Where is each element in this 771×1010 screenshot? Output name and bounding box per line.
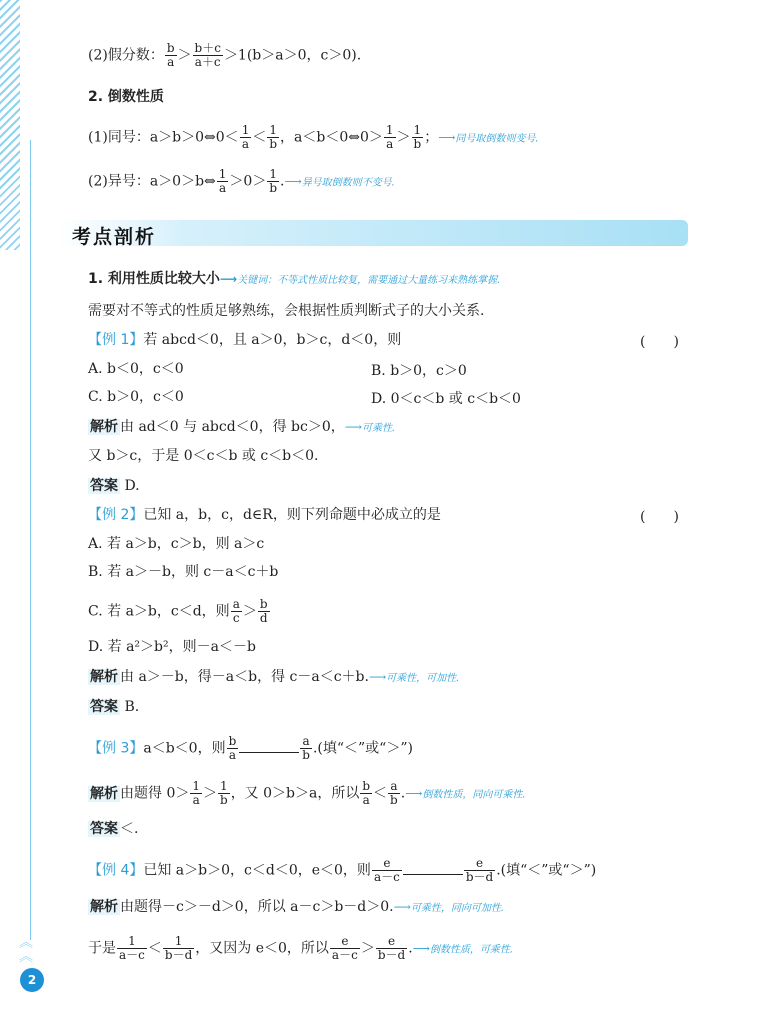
improper-fraction-line: (2)假分数： $\frac{b}{a}$ ＞ $\frac{b+c}{a+c}$ ＞1(b＞a＞0，c＞0). [88,41,362,69]
margin-line [30,140,31,940]
solution-1-cont: 又 b＞c，于是 0＜c＜b 或 c＜b＜0. [88,448,319,464]
example-2: 【例 2】已知 a，b，c，d∈R，则下列命题中必成立的是 [88,507,441,523]
choice-2a: A. 若 a＞b，c＞b，则 a＞c [88,536,265,552]
choice-2d: D. 若 a²＞b²，则－a＜－b [88,639,256,655]
answer-2: 答案 B. [90,699,140,715]
page-number: 2 [20,968,44,992]
choice-1a: A. b＜0，c＜0 [88,361,184,377]
answer-paren-1: ( ) [640,334,679,350]
answer-paren-2: ( ) [640,509,679,525]
section-title: 考点剖析 [72,226,157,248]
diff-sign-line: (2)异号：a＞0＞b⇔ $\frac{1}{a}$ ＞0＞ $\frac{1}{b}$ .⟶异号取倒数则不变号. [88,167,395,195]
decorative-stripes [0,0,20,250]
example-3: 【例 3】a＜b＜0，则 $\frac{b}{a}$ $\frac{a}{b}$ .(填“＜”或“＞”) [88,734,413,762]
chevron-up-icon-2: ︽ [19,949,33,965]
subheading-compare: 1. 利用性质比较大小⟶关键词：不等式性质比较复，需要通过大量练习来熟练掌握. [88,271,501,287]
choice-1c: C. b＞0，c＜0 [88,389,184,405]
fill-blank-4 [403,862,463,875]
choice-1b: B. b＞0，c＞0 [371,363,467,379]
example-4: 【例 4】已知 a＞b＞0，c＜d＜0，e＜0，则 $\frac{e}{a-c}$ $\frac{e}{b-d}$ .(填“＜”或“＞”) [88,856,597,884]
answer-1: 答案 D. [90,478,140,494]
answer-3: 答案 ＜. [90,821,139,837]
same-sign-line: (1)同号：a＞b＞0⇔0＜ $\frac{1}{a}$ ＜ $\frac{1}{b}$ ，a＜b＜0⇔0＞ $\frac{1}{a}$ ＞ $\frac{1}{b}$ ；⟶同号取倒数则变号. [88,123,539,151]
chevron-up-icon: ︽ [19,935,33,951]
solution-2: 解析 由 a＞－b，得－a＜b，得 c－a＜c＋b.⟶可乘性，可加性. [90,669,460,685]
solution-1: 解析 由 ad＜0 与 abcd＜0，得 bc＞0，⟶可乘性. [90,419,396,435]
solution-3: 解析 由题得 0＞ $\frac{1}{a}$ ＞ $\frac{1}{b}$ ，又 0＞b＞a，所以 $\frac{b}{a}$ ＜ $\frac{a}{b}$ .⟶倒数性质，同向可乘性. [90,779,526,807]
solution-4-cont: 于是 $\frac{1}{a-c}$ ＜ $\frac{1}{b-d}$ ，又因为 e＜0，所以 $\frac{e}{a-c}$ ＞ $\frac{e}{b-d}$ .⟶倒数性质，可乘性. [88,934,514,962]
heading-reciprocal: 2. 倒数性质 [88,89,164,105]
choice-1d: D. 0＜c＜b 或 c＜b＜0 [371,391,521,407]
choice-2c: C. 若 a＞b，c＜d，则 $\frac{a}{c}$ ＞ $\frac{b}{d}$ [88,597,268,625]
fill-blank-3 [239,740,299,753]
intro-text: 需要对不等式的性质足够熟练，会根据性质判断式子的大小关系. [88,303,485,319]
example-1: 【例 1】若 abcd＜0，且 a＞0，b＞c，d＜0，则 [88,332,402,348]
solution-4: 解析 由题得－c＞－d＞0，所以 a－c＞b－d＞0.⟶可乘性，同向可加性. [90,899,505,915]
choice-2b: B. 若 a＞－b，则 c－a＜c＋b [88,564,279,580]
